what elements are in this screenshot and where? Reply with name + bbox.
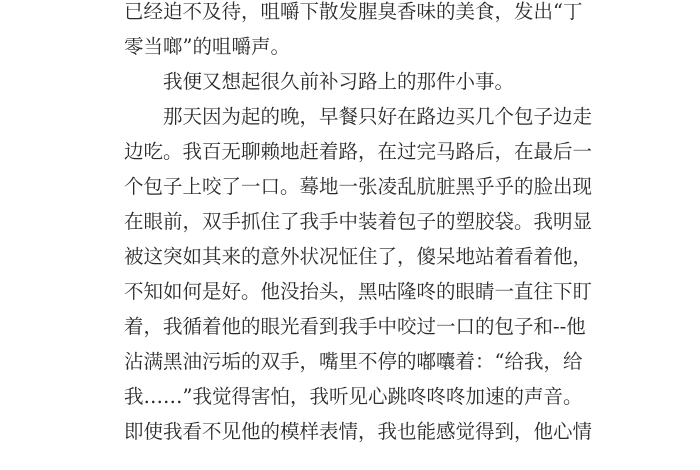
- text-line: 边吃。我百无聊赖地赶着路，在过完马路后，在最后一: [124, 140, 593, 163]
- text-line: 被这突如其来的意外状况怔住了，傻呆地站着看着他，: [124, 245, 593, 268]
- paragraph-first-line: 那天因为起的晚，早餐只好在路边买几个包子边走: [163, 105, 593, 128]
- text-line: 不知如何是好。他没抬头，黑咕隆咚的眼睛一直往下盯: [124, 280, 593, 303]
- text-line: 着，我循着他的眼光看到我手中咬过一口的包子和--他: [124, 315, 586, 338]
- body-text: [124, 0, 594, 449]
- text-line: 在眼前，双手抓住了我手中装着包子的塑胶袋。我明显: [124, 210, 593, 233]
- text-line: 零当啷”的咀嚼声。: [124, 35, 290, 58]
- text-line: 沾满黑油污垢的双手，嘴里不停的嘟囔着：“给我，给: [124, 350, 583, 373]
- text-line: 已经迫不及待，咀嚼下散发腥臭香味的美食，发出“丁: [124, 0, 583, 23]
- text-line: 我……”我觉得害怕，我听见心跳咚咚咚加速的声音。: [124, 385, 583, 408]
- paragraph-first-line: 我便又想起很久前补习路上的那件小事。: [163, 70, 515, 93]
- text-line: 个包子上咬了一口。蓦地一张凌乱肮脏黑乎乎的脸出现: [124, 175, 593, 198]
- text-line: 即使我看不见他的模样表情，我也能感觉得到，他心情: [124, 420, 593, 443]
